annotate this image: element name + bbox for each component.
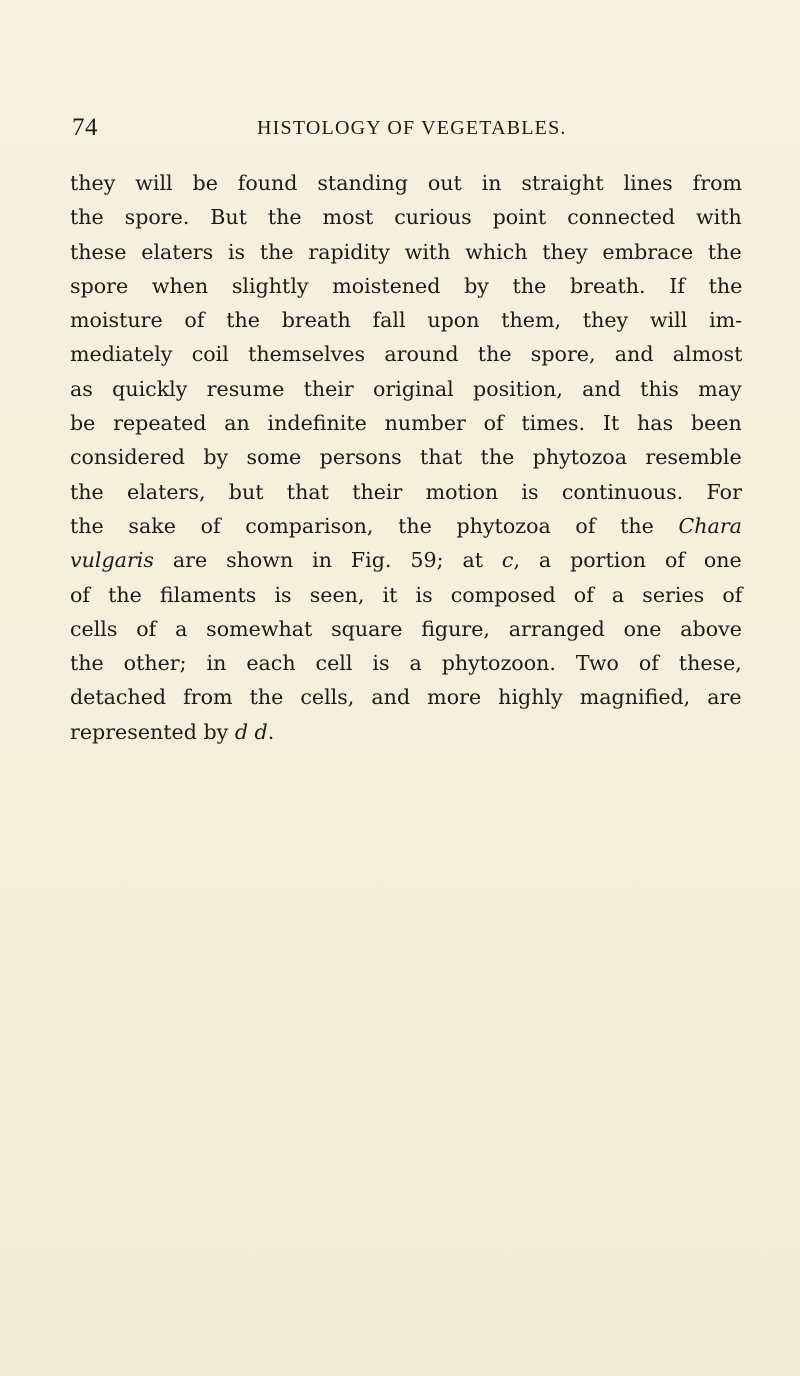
text-segment: be repeated an indefinite number of times. It has been: [70, 411, 742, 436]
text-line: [70, 578, 742, 612]
page-number: 74: [72, 114, 98, 141]
italic-text: Chara: [678, 513, 742, 538]
text-segment: moisture of the breath fall upon them, they will im-: [70, 308, 743, 333]
text-segment: represented by: [70, 719, 235, 744]
text-segment: cells of a somewhat square figure, arranged one above: [70, 616, 742, 641]
text-line: [70, 680, 742, 714]
text-line: [70, 337, 742, 371]
text-line: [70, 543, 742, 577]
running-head: HISTOLOGY OF VEGETABLES.: [257, 117, 567, 139]
text-segment: are shown in Fig. 59; at: [153, 548, 502, 573]
text-segment: the sake of comparison, the phytozoa of the: [70, 513, 679, 538]
italic-text: vulgaris: [70, 548, 154, 573]
text-line: [70, 646, 742, 680]
text-segment: as quickly resume their original position, and this may: [70, 376, 742, 401]
text-line: [70, 303, 742, 337]
text-line: [70, 715, 742, 749]
text-segment: spore when slightly moistened by the breath. If the: [70, 273, 743, 298]
page-header: [72, 113, 740, 143]
text-line: [70, 235, 742, 269]
italic-text: d d: [234, 719, 268, 744]
text-segment: these elaters is the rapidity with which they embrace the: [70, 239, 742, 264]
italic-text: c: [501, 548, 514, 573]
text-segment: , a portion of one: [513, 548, 742, 573]
text-segment: the spore. But the most curious point connected with: [70, 205, 742, 230]
text-line: [70, 440, 742, 474]
text-segment: .: [267, 719, 275, 744]
text-line: [70, 475, 742, 509]
text-line: [70, 200, 742, 234]
text-line: [70, 612, 742, 646]
text-segment: of the filaments is seen, it is composed of a series of: [70, 582, 743, 607]
body-paragraph: [70, 166, 742, 749]
text-segment: the elaters, but that their motion is continuous. For: [70, 479, 742, 504]
text-segment: considered by some persons that the phytozoa resemble: [70, 445, 742, 470]
text-segment: detached from the cells, and more highly magnified, are: [70, 685, 742, 710]
text-line: [70, 269, 742, 303]
text-line: [70, 509, 742, 543]
text-line: [70, 372, 742, 406]
text-segment: mediately coil themselves around the spore, and almost: [70, 342, 743, 367]
text-segment: they will be found standing out in straight lines from: [70, 171, 743, 195]
text-line: [70, 406, 742, 440]
text-segment: the other; in each cell is a phytozoon. Two of these,: [70, 651, 742, 676]
text-line: [70, 166, 742, 200]
